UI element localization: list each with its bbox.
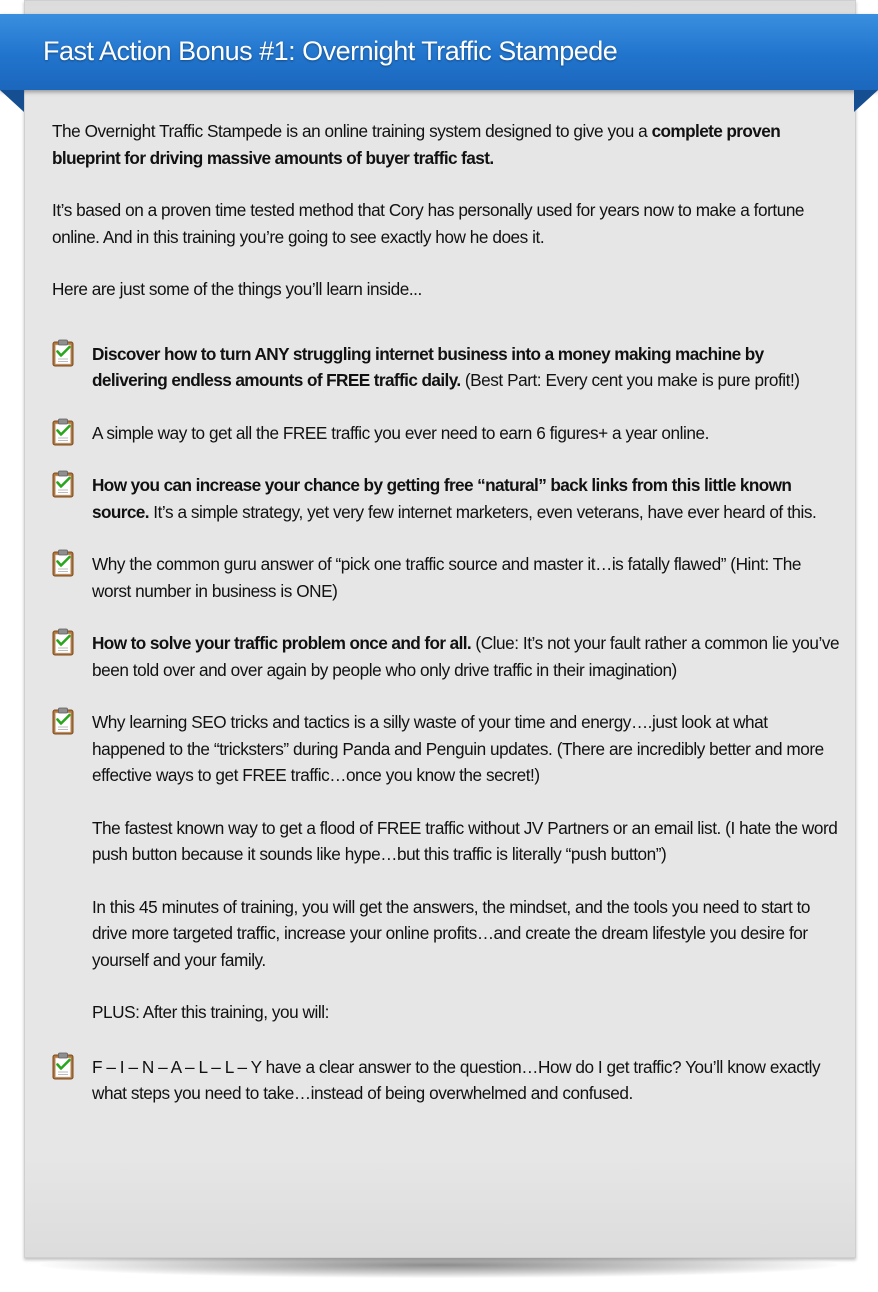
bullet-item [52, 420, 842, 447]
content-body [52, 118, 842, 1133]
bullet-item [52, 341, 842, 394]
intro-paragraph: Here are just some of the things you’ll learn inside... [52, 279, 422, 299]
bullet-text: Why the common guru answer of “pick one traffic source and master it…is fatally flawed” (Hint: The worst number in business is ONE) [92, 554, 801, 601]
bullet-item [52, 630, 842, 683]
bullet-item-final: F – I – N – A – L – L – Y have a clear answer to the question…How do I get traffic? You’ll know exactly what steps you need to take…instead of being overwhelmed and confused. [52, 1054, 842, 1107]
ribbon-fold-left [0, 90, 24, 112]
clipboard-check-icon [52, 470, 74, 498]
clipboard-check-icon [52, 339, 74, 367]
bullet-item [52, 709, 842, 789]
bullet-item [52, 551, 842, 604]
bullet-list [52, 341, 842, 789]
intro-paragraph: It’s based on a proven time tested method that Cory has personally used for years now to make a fortune online. And in this training you’re going to see exactly how he does it. [52, 200, 805, 247]
plain-paragraph: In this 45 minutes of training, you will get the answers, the mindset, and the tools you need to start to drive more targeted traffic, increase your online profits…and create the dream lifestyle you desire for yourself and your family. [92, 896, 811, 970]
plain-paragraph: PLUS: After this training, you will: [92, 1002, 329, 1022]
plain-paragraph: The fastest known way to get a flood of FREE traffic without JV Partners or an email list. (I hate the word push button because it sounds like hype…but this traffic is literally “push button”) [92, 817, 838, 864]
clipboard-check-icon [52, 1052, 74, 1080]
banner-title: Fast Action Bonus #1: Overnight Traffic Stampede [43, 36, 618, 66]
bullet-text: How you can increase your chance by getting free “natural” back links from this little known source. It’s a simple strategy, yet very few internet marketers, even veterans, have ever heard of this. [92, 475, 817, 522]
clipboard-check-icon [52, 707, 74, 735]
clipboard-check-icon [52, 628, 74, 656]
intro-paragraph: The Overnight Traffic Stampede is an online training system designed to give you a complete proven blueprint for driving massive amounts of buyer traffic fast. [52, 121, 781, 168]
bullet-text: Why learning SEO tricks and tactics is a silly waste of your time and energy….just look at what happened to the “tricksters” during Panda and Penguin updates. (There are incredibly better and more effective ways to get FREE traffic…once you know the secret!) [92, 712, 824, 785]
bullet-text: A simple way to get all the FREE traffic you ever need to earn 6 figures+ a year online. [92, 422, 709, 443]
clipboard-check-icon [52, 418, 74, 446]
bullet-item [52, 472, 842, 525]
clipboard-check-icon [52, 549, 74, 577]
ribbon-fold-right [854, 90, 878, 112]
bullet-text: Discover how to turn ANY struggling internet business into a money making machine by delivering endless amounts of FREE traffic daily. (Best Part: Every cent you make is pure profit!) [92, 343, 800, 390]
bullet-text: How to solve your traffic problem once and for all. (Clue: It’s not your fault rather a common lie you’ve been told over and over again by people who only drive traffic in their imagination) [92, 633, 840, 680]
header-banner [0, 14, 878, 90]
